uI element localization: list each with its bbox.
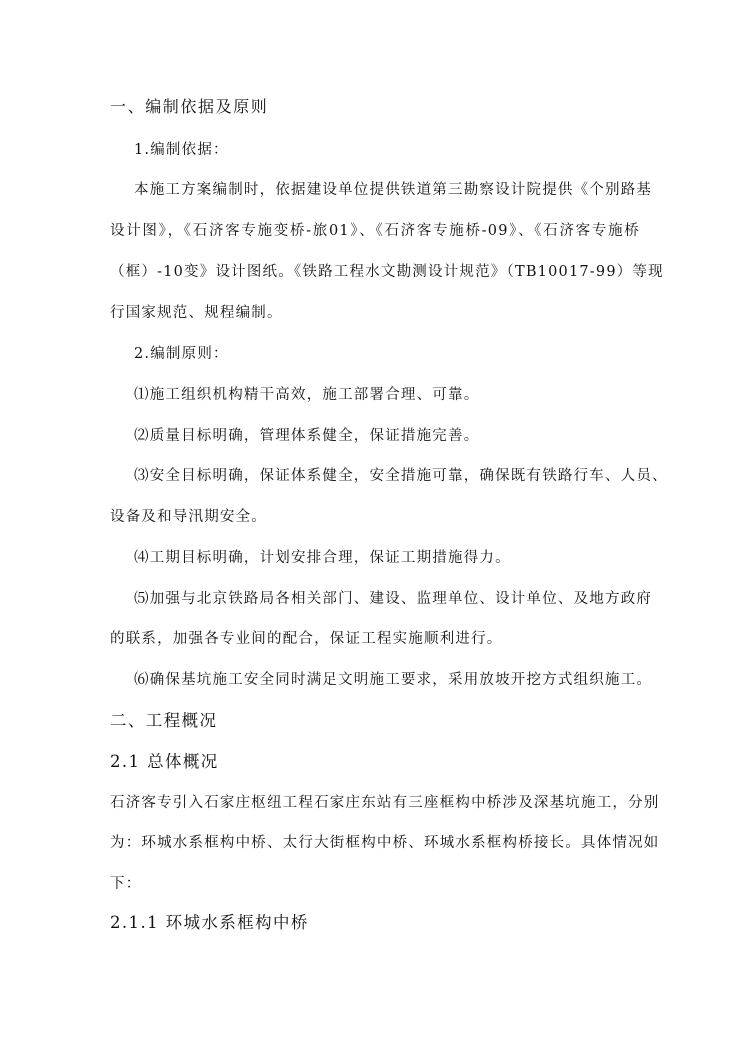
subsection-label-basis: 1.编制依据： (134, 142, 229, 158)
paragraph-line: 本施工方案编制时，依据建设单位提供铁道第三勘察设计院提供《个别路基 (134, 182, 653, 198)
paragraph-line: 下： (110, 876, 142, 892)
principle-item-3-line: 设备及和导汛期安全。 (110, 509, 267, 525)
principle-item-5-line: ⑸加强与北京铁路局各相关部门、建设、监理单位、设计单位、及地方政府 (134, 591, 653, 607)
principle-item-5-line: 的联系，加强各专业间的配合，保证工程实施顺利进行。 (110, 631, 503, 647)
section-heading-basis-principles: 一、编制依据及原则 (110, 97, 269, 116)
principle-item-4: ⑷工期目标明确，计划安排合理，保证工期措施得力。 (134, 550, 511, 566)
paragraph-line: （框）-10变》设计图纸。《铁路工程水文勘测设计规范》（TB10017-99）等现 (110, 264, 664, 280)
principle-item-1: ⑴施工组织机构精干高效，施工部署合理、可靠。 (134, 387, 480, 403)
subsection-heading-bridge: 2.1.1 环城水系框构中桥 (110, 913, 309, 932)
principle-item-3-line: ⑶安全目标明确，保证体系健全，安全措施可靠，确保既有铁路行车、人员、 (134, 468, 668, 484)
principle-item-6: ⑹确保基坑施工安全同时满足文明施工要求，采用放坡开挖方式组织施工。 (134, 672, 653, 688)
subsection-label-principles: 2.编制原则： (134, 346, 229, 362)
principle-item-2: ⑵质量目标明确，管理体系健全，保证措施完善。 (134, 428, 480, 444)
section-heading-project-overview: 二、工程概况 (110, 711, 218, 730)
paragraph-line: 行国家规范、规程编制。 (110, 305, 283, 321)
paragraph-line: 设计图》，《石济客专施变桥-旅01》、《石济客专施桥-09》、《石济客专施桥 (110, 223, 640, 239)
paragraph-line: 石济客专引入石家庄枢纽工程石家庄东站有三座框构中桥涉及深基坑施工，分别 (110, 795, 660, 811)
paragraph-line: 为：环城水系框构中桥、太行大街框构中桥、环城水系框构桥接长。具体情况如 (110, 835, 660, 851)
subsection-heading-overall: 2.1 总体概况 (110, 752, 219, 771)
